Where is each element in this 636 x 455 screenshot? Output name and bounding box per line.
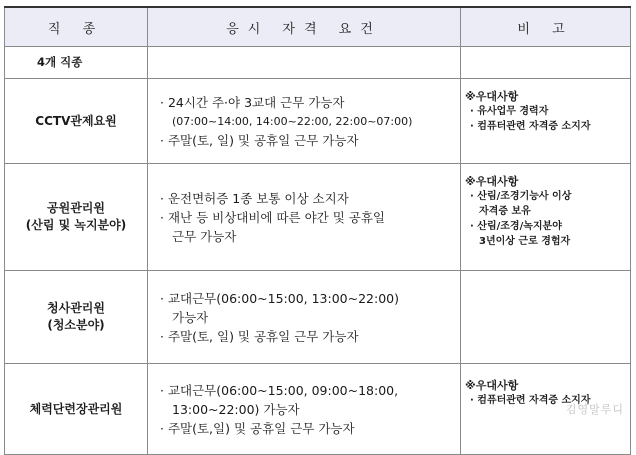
preference-item: 자격증 보유 [479, 206, 531, 217]
job-name [5, 364, 148, 455]
requirement-line: 근무 가능자 [172, 228, 237, 244]
preference-item: · 산림/조경기능사 이상 [470, 191, 572, 202]
requirement-line: (07:00~14:00, 14:00~22:00, 22:00~07:00) [172, 114, 413, 128]
requirement-line: 13:00~22:00) 가능자 [172, 401, 300, 417]
watermark: 김영말루디 [565, 403, 624, 416]
job-name-line: 체력단련장관리원 [29, 401, 123, 416]
header-row [5, 7, 631, 47]
preference-heading: ※우대사항 [465, 175, 519, 188]
requirement-line: · 재난 등 비상대비에 따른 야간 및 공휴일 [160, 209, 385, 225]
requirement-line: 가능자 [172, 309, 209, 325]
preference-item: · 컴퓨터관련 자격증 소지자 [470, 121, 591, 132]
preference-item: 3년이상 근로 경험자 [479, 236, 571, 247]
table-row [5, 164, 631, 271]
header-job-type: 직 종 [5, 7, 148, 47]
requirements-table [4, 6, 631, 455]
requirement-line: · 24시간 주·야 3교대 근무 가능자 [160, 94, 345, 110]
job-name-line: (청소분야) [47, 318, 105, 332]
header-remarks: 비 고 [461, 7, 631, 47]
empty-cell [461, 47, 631, 79]
job-name [5, 271, 148, 364]
remarks-cell [461, 79, 631, 164]
table-row [5, 271, 631, 364]
header-requirements: 응시 자격 요건 [148, 7, 461, 47]
job-name [5, 164, 148, 271]
remarks-cell [461, 271, 631, 364]
preference-item: · 유사업무 경력자 [470, 106, 549, 117]
requirements-cell [148, 364, 461, 455]
requirements-cell [148, 271, 461, 364]
remarks-cell [461, 164, 631, 271]
job-count-label: 4개 직종 [5, 47, 148, 79]
job-name [5, 79, 148, 164]
subheader-row [5, 47, 631, 79]
preference-heading: ※우대사항 [465, 90, 519, 103]
requirements-cell [148, 164, 461, 271]
requirements-cell [148, 79, 461, 164]
requirement-line: · 교대근무(06:00~15:00, 09:00~18:00, [160, 382, 399, 398]
job-name-line: 청사관리원 [47, 301, 105, 315]
requirement-line: · 주말(토, 일) 및 공휴일 근무 가능자 [160, 328, 359, 344]
job-name-line: (산림 및 녹지분야) [25, 218, 127, 232]
table-row [5, 364, 631, 455]
job-name-line: CCTV관제요원 [35, 113, 117, 128]
preference-item: · 산림/조경/녹지분야 [470, 221, 562, 232]
job-name-line: 공원관리원 [47, 201, 105, 215]
empty-cell [148, 47, 461, 79]
requirement-line: · 주말(토,일) 및 공휴일 근무 가능자 [160, 420, 355, 436]
requirement-line: · 운전면허증 1종 보통 이상 소지자 [160, 190, 349, 206]
requirement-line: · 주말(토, 일) 및 공휴일 근무 가능자 [160, 132, 359, 148]
preference-heading: ※우대사항 [465, 379, 519, 392]
table-row [5, 79, 631, 164]
preference-item: · 컴퓨터관련 자격증 소지자 [470, 395, 591, 406]
requirement-line: · 교대근무(06:00~15:00, 13:00~22:00) [160, 290, 399, 306]
